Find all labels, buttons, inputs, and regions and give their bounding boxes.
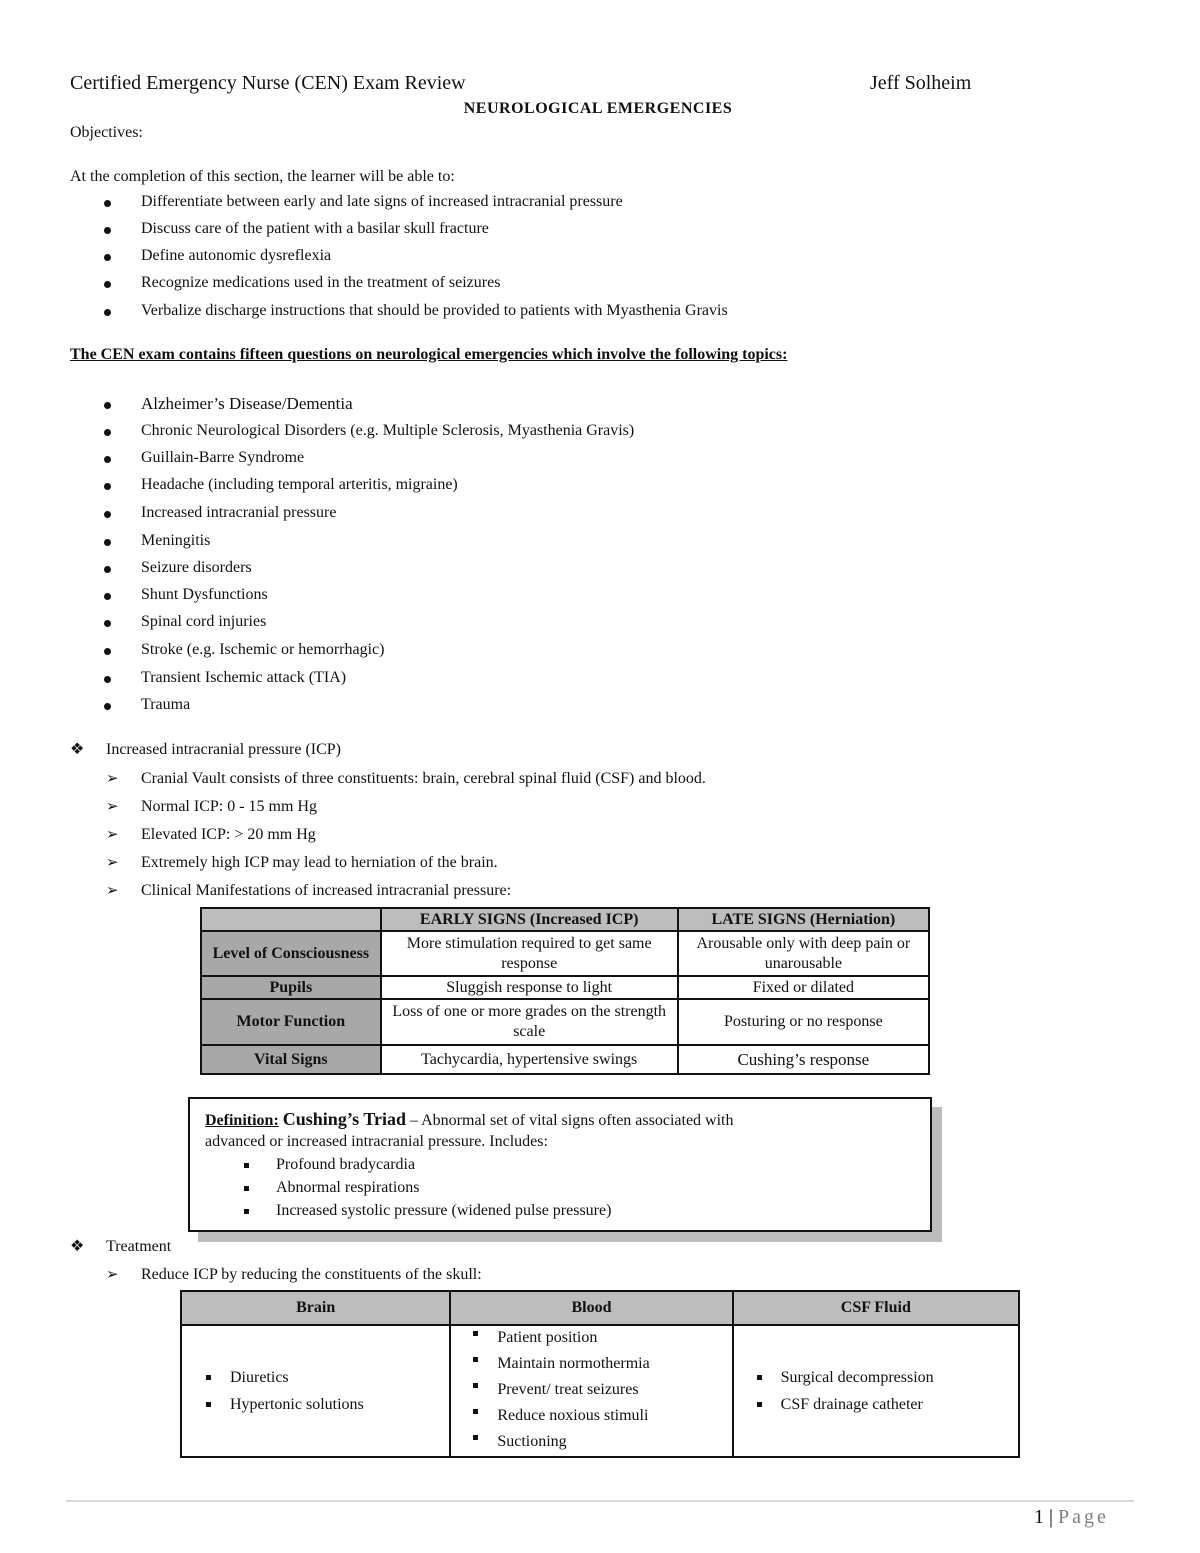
late-sign-cell: Cushing’s response [678, 1045, 929, 1074]
list-item: Maintain normothermia [497, 1351, 730, 1377]
table-header-brain: Brain [181, 1291, 450, 1325]
list-item: Surgical decompression [781, 1364, 1017, 1391]
list-item: ➢ Normal ICP: 0 - 15 mm Hg [106, 798, 317, 815]
table-header-blood: Blood [450, 1291, 732, 1325]
icp-signs-table [200, 907, 930, 1075]
bullet-icon [104, 483, 111, 490]
list-item: Spinal cord injuries [141, 612, 266, 632]
treatment-heading: ❖ Treatment [70, 1238, 172, 1255]
icp-heading: ❖ Increased intracranial pressure (ICP) [70, 741, 341, 758]
table-row [201, 976, 929, 999]
list-item: Guillain-Barre Syndrome [141, 448, 304, 468]
list-item: Seizure disorders [141, 558, 252, 578]
diamond-bullet-icon: ❖ [70, 1238, 85, 1255]
square-bullet-icon [473, 1409, 478, 1414]
late-sign-cell: Posturing or no response [678, 999, 929, 1045]
list-item: Hypertonic solutions [230, 1391, 448, 1418]
table-row [201, 1045, 929, 1074]
square-bullet-icon [757, 1375, 762, 1380]
section-title: NEUROLOGICAL EMERGENCIES [463, 100, 733, 117]
bullet-icon [104, 254, 111, 261]
bullet-icon [104, 566, 111, 573]
list-item: ➢ Cranial Vault consists of three constituents: brain, cerebral spinal fluid (CSF) and blood. [106, 770, 706, 787]
bullet-icon [104, 648, 111, 655]
list-item: Increased systolic pressure (widened pulse pressure) [276, 1202, 611, 1220]
brain-cell [181, 1325, 450, 1457]
treatment-table [180, 1290, 1020, 1458]
row-label: Motor Function [201, 999, 381, 1045]
square-bullet-icon [206, 1375, 211, 1380]
arrow-bullet-icon: ➢ [106, 855, 119, 871]
document-author: Jeff Solheim [870, 72, 972, 94]
definition-box [188, 1097, 932, 1232]
list-item: Transient Ischemic attack (TIA) [141, 668, 346, 688]
bullet-icon [104, 703, 111, 710]
objectives-label: Objectives: [70, 124, 143, 141]
page-number [1034, 1506, 1109, 1529]
late-sign-cell: Arousable only with deep pain or unarousable [678, 931, 929, 976]
early-sign-cell: Sluggish response to light [381, 976, 678, 999]
table-header-row [181, 1291, 1019, 1325]
bullet-icon [104, 227, 111, 234]
list-item: ➢ Clinical Manifestations of increased intracranial pressure: [106, 882, 512, 899]
table-header-empty [201, 908, 381, 931]
list-item: Meningitis [141, 531, 210, 551]
definition-term: Cushing’s Triad [282, 1109, 406, 1129]
table-row [201, 999, 929, 1045]
list-item: Suctioning [497, 1429, 730, 1455]
list-item: Headache (including temporal arteritis, migraine) [141, 475, 458, 495]
row-label: Vital Signs [201, 1045, 381, 1074]
blood-cell [450, 1325, 732, 1457]
square-bullet-icon [206, 1402, 211, 1407]
definition-text: – Abnormal set of vital signs often associated with [406, 1112, 734, 1129]
arrow-bullet-icon: ➢ [106, 1267, 119, 1283]
square-bullet-icon [244, 1163, 249, 1168]
list-item: Chronic Neurological Disorders (e.g. Multiple Sclerosis, Myasthenia Gravis) [141, 421, 634, 441]
objectives-intro: At the completion of this section, the learner will be able to: [70, 168, 455, 185]
page-separator: | [1044, 1506, 1059, 1528]
square-bullet-icon [473, 1331, 478, 1336]
row-label: Pupils [201, 976, 381, 999]
bullet-icon [104, 281, 111, 288]
table-row [201, 931, 929, 976]
list-item: ➢ Extremely high ICP may lead to herniation of the brain. [106, 854, 498, 871]
list-item: ➢ Elevated ICP: > 20 mm Hg [106, 826, 316, 843]
definition-label: Definition: [205, 1112, 279, 1129]
arrow-bullet-icon: ➢ [106, 771, 119, 787]
square-bullet-icon [473, 1435, 478, 1440]
table-header-csf: CSF Fluid [733, 1291, 1019, 1325]
page-label: Page [1058, 1506, 1109, 1528]
bullet-icon [104, 676, 111, 683]
arrow-bullet-icon: ➢ [106, 799, 119, 815]
table-header-early: EARLY SIGNS (Increased ICP) [381, 908, 678, 931]
list-item: Patient position [497, 1325, 730, 1351]
arrow-bullet-icon: ➢ [106, 827, 119, 843]
footer-divider [66, 1500, 1134, 1502]
arrow-bullet-icon: ➢ [106, 883, 119, 899]
late-sign-cell: Fixed or dilated [678, 976, 929, 999]
list-item: Shunt Dysfunctions [141, 585, 268, 605]
list-item: Stroke (e.g. Ischemic or hemorrhagic) [141, 640, 384, 660]
list-item: Define autonomic dysreflexia [141, 246, 331, 266]
bullet-icon [104, 620, 111, 627]
list-item: Differentiate between early and late signs of increased intracranial pressure [141, 192, 623, 212]
bullet-icon [104, 511, 111, 518]
early-sign-cell: Tachycardia, hypertensive swings [381, 1045, 678, 1074]
table-header-row [201, 908, 929, 931]
list-item: Prevent/ treat seizures [497, 1377, 730, 1403]
diamond-bullet-icon: ❖ [70, 741, 85, 758]
list-item: Reduce noxious stimuli [497, 1403, 730, 1429]
bullet-icon [104, 402, 111, 409]
table-header-late: LATE SIGNS (Herniation) [678, 908, 929, 931]
square-bullet-icon [244, 1186, 249, 1191]
early-sign-cell: Loss of one or more grades on the strength scale [381, 999, 678, 1045]
bullet-icon [104, 593, 111, 600]
list-item: Diuretics [230, 1364, 448, 1391]
treatment-point: ➢ Reduce ICP by reducing the constituents of the skull: [106, 1266, 482, 1283]
list-item: Verbalize discharge instructions that should be provided to patients with Myasthenia Gravis [141, 301, 728, 321]
topics-heading: The CEN exam contains fifteen questions on neurological emergencies which involve the following topics: [70, 346, 788, 363]
list-item: Discuss care of the patient with a basilar skull fracture [141, 219, 489, 239]
square-bullet-icon [244, 1209, 249, 1214]
bullet-icon [104, 429, 111, 436]
csf-cell [733, 1325, 1019, 1457]
list-item: CSF drainage catheter [781, 1391, 1017, 1418]
definition-line [205, 1109, 734, 1130]
list-item: Trauma [141, 695, 190, 715]
row-label: Level of Consciousness [201, 931, 381, 976]
definition-text-continued: advanced or increased intracranial pressure. Includes: [205, 1133, 548, 1150]
square-bullet-icon [473, 1357, 478, 1362]
page-number-value: 1 [1034, 1506, 1044, 1528]
list-item: Recognize medications used in the treatment of seizures [141, 273, 500, 293]
bullet-icon [104, 200, 111, 207]
document-course-title: Certified Emergency Nurse (CEN) Exam Review [70, 72, 466, 94]
bullet-icon [104, 456, 111, 463]
list-item: Profound bradycardia [276, 1156, 415, 1174]
square-bullet-icon [757, 1402, 762, 1407]
square-bullet-icon [473, 1383, 478, 1388]
bullet-icon [104, 309, 111, 316]
bullet-icon [104, 539, 111, 546]
table-row [181, 1325, 1019, 1457]
early-sign-cell: More stimulation required to get same response [381, 931, 678, 976]
list-item: Alzheimer’s Disease/Dementia [141, 394, 353, 414]
list-item: Increased intracranial pressure [141, 503, 336, 523]
list-item: Abnormal respirations [276, 1179, 420, 1197]
